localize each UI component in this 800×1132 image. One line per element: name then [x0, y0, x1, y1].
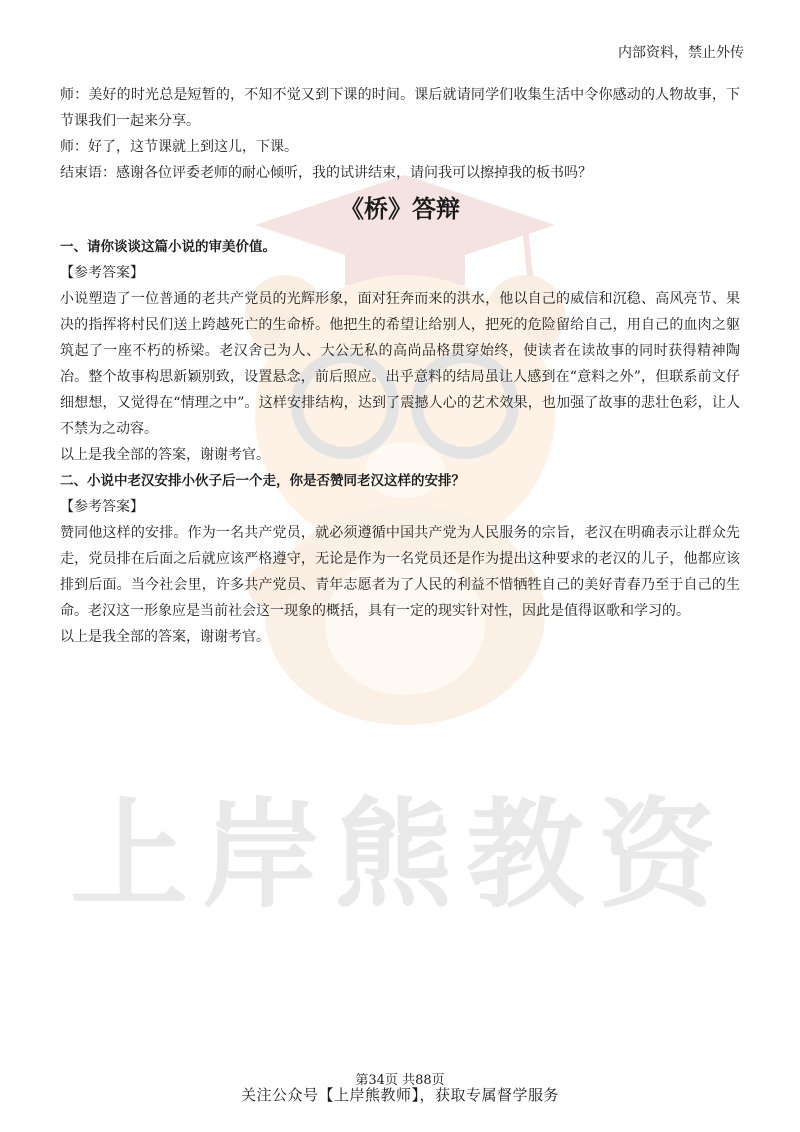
answer-2-paragraph: 赞同他这样的安排。作为一名共产党员，就必须遵循中国共产党为人民服务的宗旨，老汉在明确表示让群众先走，党员排在后面之后就应该严格遵守，无论是作为一名党员还是作为提出这种要求的老汉的儿子，他都应该排到后面。当今社会里，许多共产党员、青年志愿者为了人民的利益不惜牺牲自己的美好青春乃至于自己的生命。老汉这一形象应是当前社会这一现象的概括，具有一定的现实针对性，因此是值得讴歌和学习的。 [60, 525, 740, 619]
intro-paragraph: 师：好了，这节课就上到这儿，下课。 [60, 139, 298, 155]
document-body [60, 82, 740, 650]
question-2-heading: 二、小说中老汉安排小伙子后一个走，你是否赞同老汉这样的安排？ [60, 473, 465, 489]
page-number: 第34页 共88页 [355, 1073, 445, 1088]
reference-answer-label: 【参考答案】 [60, 499, 144, 515]
watermark-brand-text: 上岸熊教资 [69, 786, 730, 924]
answer-1-paragraph: 小说塑造了一位普通的老共产党员的光辉形象，面对狂奔而来的洪水，他以自己的威信和沉稳、高风亮节、果决的指挥将村民们送上跨越死亡的生命桥。他把生的希望让给别人，把死的危险留给自己，用自己的血肉之躯筑起了一座不朽的桥梁。老汉舍己为人、大公无私的高尚品格贯穿始终，使读者在读故事的同时获得精神陶冶。整个故事构思新颖别致，设置悬念，前后照应。出乎意料的结局虽让人感到在“意料之外”，但联系前文仔细想想，又觉得在“情理之中”。这样安排结构，达到了震撼人心的艺术效果，也加强了故事的悲壮色彩，让人不禁为之动容。 [60, 291, 740, 437]
intro-paragraph: 师：美好的时光总是短暂的，不知不觉又到下课的时间。课后就请同学们收集生活中令你感动的人物故事，下节课我们一起来分享。 [60, 87, 740, 129]
follow-account-note: 关注公众号【上岸熊教师】，获取专属督学服务 [240, 1086, 559, 1104]
confidential-note: 内部资料，禁止外传 [618, 45, 744, 61]
intro-paragraph: 结束语：感谢各位评委老师的耐心倾听，我的试讲结束，请问我可以擦掉我的板书吗？ [60, 165, 592, 181]
reference-answer-label: 【参考答案】 [60, 265, 144, 281]
page-footer [0, 1074, 800, 1104]
question-1-heading: 一、请你谈谈这篇小说的审美价值。 [60, 239, 276, 255]
answer-2-closing: 以上是我全部的答案，谢谢考官。 [60, 629, 270, 645]
answer-1-closing: 以上是我全部的答案，谢谢考官。 [60, 447, 270, 463]
page-title: 《桥》答辩 [340, 195, 460, 223]
